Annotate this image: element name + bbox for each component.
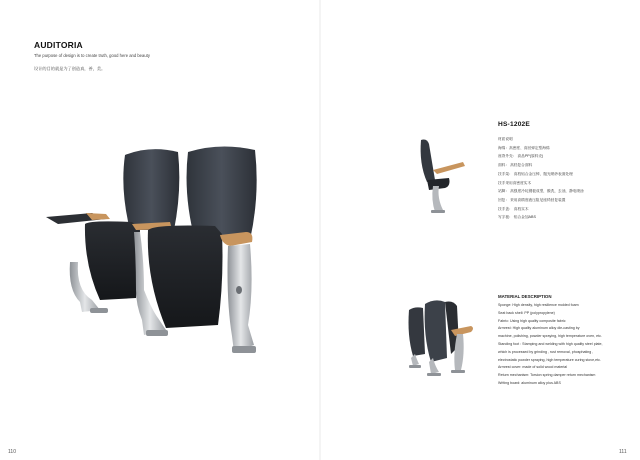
material-item: machine, polishing, powder spraying, high temperature oven, etc. — [498, 334, 602, 339]
tagline-cn: 设计的目的就是为了创造真，善，美。 — [34, 66, 106, 71]
page-number-right: 111 — [619, 449, 627, 455]
material-item: Armrest cover: made of solid wood material — [498, 365, 568, 370]
material-item: electrostatic powder spraying, high temperature curing stove,etc. — [498, 357, 601, 362]
auditorium-chair-side-view-illustration — [415, 136, 467, 218]
pair-view-image — [405, 296, 477, 380]
material-item: Return mechanism: Torsion spring damper return mechanism — [498, 373, 596, 378]
auditorium-chair-pair-illustration — [40, 140, 265, 370]
spec-cn-list — [498, 135, 584, 222]
material-item: Armrest: High quality aluminum alloy die-casting by — [498, 326, 580, 331]
spec-cn-item: 站脚： 高强度冷轧钢板成型，酸洗，去油，静电喷涂 — [498, 189, 584, 194]
material-item: Sponge: High density, high resilience molded foam — [498, 303, 579, 307]
page-number-left: 110 — [8, 449, 16, 455]
material-item: Seat back shell: PP (polypropylene) — [498, 310, 555, 315]
spec-cn-item: 面料： 高档复合面料 — [498, 163, 533, 168]
page-gutter — [319, 0, 321, 460]
side-view-image — [415, 136, 467, 218]
spec-cn-item: 扶手采用高密度实木 — [498, 180, 532, 185]
material-item: Writing board: aluminum alloy plus ABS — [498, 380, 561, 385]
auditorium-chair-pair-rear-illustration — [405, 296, 477, 380]
tagline: The purpose of design is to create truth, good here and beauty — [34, 53, 150, 58]
spec-cn-item: 写字板： 铝合金加ABS — [498, 215, 536, 220]
spec-cn-item: 座背外壳： 高品PP(原料壳) — [498, 154, 544, 159]
material-item: which is processed by grinding , rust removal, phosphating , — [498, 349, 594, 354]
spec-cn-item: 扶手架： 高档铝合金压铸，抛光喷砂表面处理 — [498, 171, 573, 176]
hero-chair-image — [40, 140, 265, 370]
spec-cn-item: 回复： 采用高精度液压阻尼座椅回复装置 — [498, 197, 566, 202]
material-list — [498, 302, 603, 388]
spec-cn-item: 海绵：高密度、高回弹定型海绵 — [498, 145, 550, 150]
material-item: Fabric: Using high quality composite fabric — [498, 318, 566, 323]
spec-cn-item: 材质说明 — [498, 137, 513, 141]
model-code: HS-1202E — [498, 121, 531, 128]
material-item: Standing foot : Stamping and welding with high quality steel plate, — [498, 341, 603, 346]
page-title: AUDITORIA — [34, 40, 83, 50]
material-title: MATERIAL DESCRIPTION — [498, 294, 552, 299]
spec-cn-item: 扶手盖： 高档实木 — [498, 206, 529, 211]
